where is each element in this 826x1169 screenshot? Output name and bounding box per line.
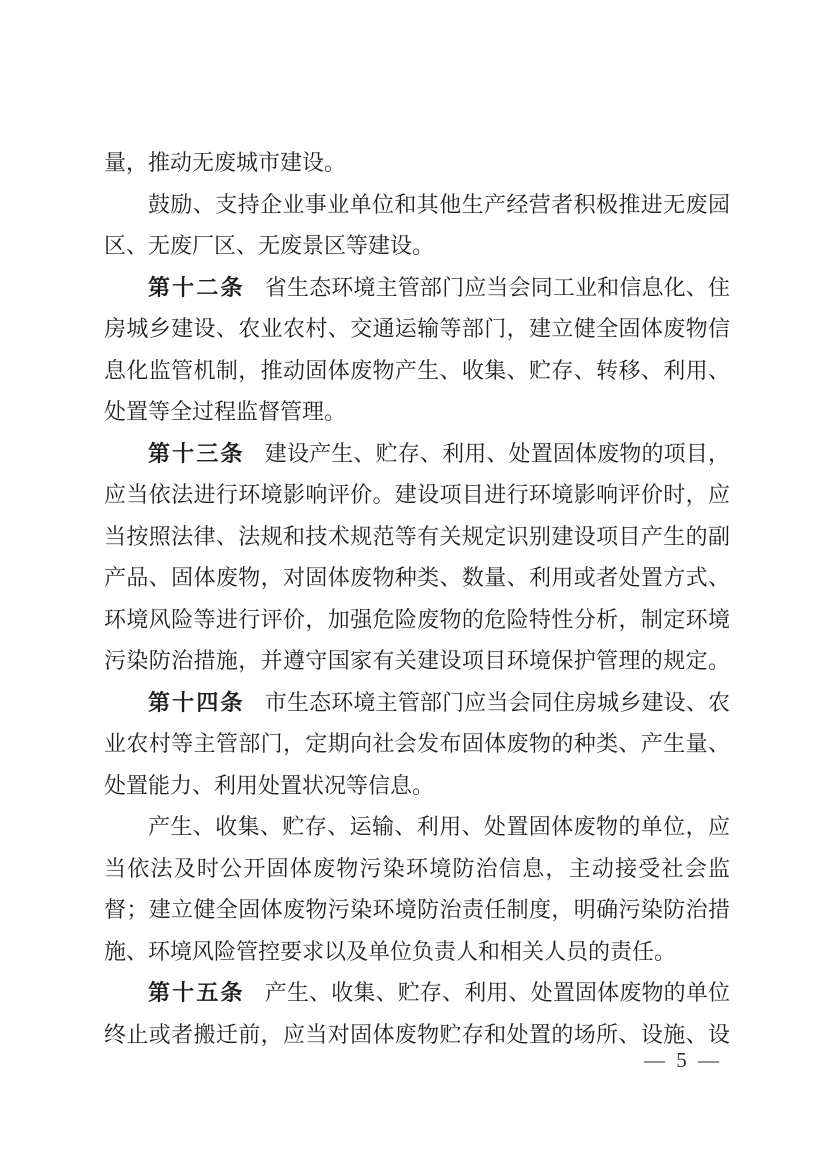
article-number: 第十四条 [148,689,245,715]
paragraph [104,142,730,184]
document-body [104,142,730,1055]
text-line: 房城乡建设、农业农村、交通运输等部门，建立健全固体废物信 [104,316,730,341]
text-line: 施、环境风险管控要求以及单位负责人和相关人员的责任。 [104,938,677,964]
article-number: 第十五条 [148,980,245,1005]
page-number: — 5 — [644,1048,722,1072]
line-text: 产生、收集、贮存、利用、处置固体废物的单位 [264,980,730,1005]
text-line: 产品、固体废物，对固体废物种类、数量、利用或者处置方式、 [104,565,730,590]
article-number: 第十三条 [148,440,245,466]
paragraph [104,806,730,972]
text-line [104,433,730,475]
text-line: 业农村等主管部门，定期向社会发布固体废物的种类、产生量、 [104,731,730,756]
text-line: 当依法及时公开固体废物污染环境防治信息，主动接受社会监 [104,855,730,881]
text-line [104,682,730,724]
text-line: 处置能力、利用处置状况等信息。 [104,772,435,798]
text-line: 鼓励、支持企业事业单位和其他生产经营者积极推进无废园 [148,191,730,217]
paragraph-article-14 [104,682,730,807]
text-line: 量，推动无废城市建设。 [104,150,347,175]
text-line: 环境风险等进行评价，加强危险废物的危险特性分析，制定环境 [104,606,730,632]
text-line [104,267,730,309]
line-text: 建设产生、贮存、利用、处置固体废物的项目， [264,440,730,466]
text-line: 督；建立健全固体废物污染环境防治责任制度，明确污染防治措 [104,897,730,922]
text-line: 终止或者搬迁前，应当对固体废物贮存和处置的场所、设施、设 [104,1021,730,1047]
article-number: 第十二条 [148,274,245,300]
paragraph-article-13 [104,433,730,682]
text-line: 当按照法律、法规和技术规范等有关规定识别建设项目产生的副 [104,523,730,549]
text-line: 息化监管机制，推动固体废物产生、收集、贮存、转移、利用、 [104,357,730,383]
text-line: 产生、收集、贮存、运输、利用、处置固体废物的单位，应 [148,814,730,839]
line-text: 市生态环境主管部门应当会同住房城乡建设、农 [264,689,730,715]
text-line: 应当依法进行环境影响评价。建设项目进行环境影响评价时，应 [104,482,730,507]
line-text: 省生态环境主管部门应当会同工业和信息化、住 [264,274,730,300]
text-line: 处置等全过程监督管理。 [104,399,347,424]
text-line [104,972,730,1014]
text-line: 污染防治措施，并遵守国家有关建设项目环境保护管理的规定。 [104,648,730,673]
paragraph-article-12 [104,267,730,433]
paragraph [104,184,730,267]
text-line: 区、无废厂区、无废景区等建设。 [104,233,435,258]
paragraph-article-15 [104,972,730,1055]
